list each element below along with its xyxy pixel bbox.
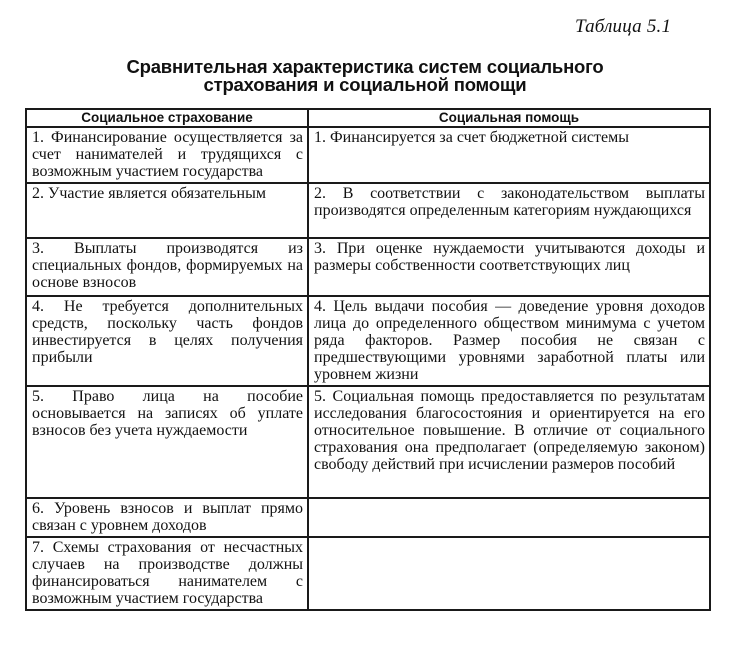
table-row [26,386,710,498]
assistance-cell: 2. В соответствии с законодательством выплаты производятся определенным категориям нуждающихся [308,183,710,238]
assistance-cell: 5. Социальная помощь предоставляется по результатам исследования благосостояния и ориентируется на его относительное повышение. В отличие от социального страхования она предполагает (определяемую законом) свободу действий при исчислении размеров пособий [308,386,710,498]
insurance-cell: 6. Уровень взносов и выплат прямо связан с уровнем доходов [26,498,308,537]
insurance-cell: 7. Схемы страхования от несчастных случаев на производстве должны финансироваться нанимателем с возможным участием государства [26,537,308,610]
assistance-cell: 1. Финансируется за счет бюджетной системы [308,127,710,183]
assistance-cell: 4. Цель выдачи пособия — доведение уровня доходов лица до определенного обществом минимума с учетом ряда факторов. Размер пособия не связан с предшествующими уровнями заработной платы или уровнем жизни [308,296,710,386]
insurance-cell: 3. Выплаты производятся из специальных фондов, формируемых на основе взносов [26,238,308,296]
table-title-line-1: Сравнительная характеристика систем социального [126,56,604,77]
comparison-table [25,108,711,611]
table-row [26,296,710,386]
table-row [26,183,710,238]
table-title [40,58,690,94]
assistance-cell [308,537,710,610]
insurance-cell: 2. Участие является обязательным [26,183,308,238]
insurance-cell: 4. Не требуется дополнительных средств, поскольку часть фондов инвестируется в целях получения прибыли [26,296,308,386]
table-title-line-2: страхования и социальной помощи [203,74,527,95]
table-row [26,127,710,183]
table-row [26,498,710,537]
insurance-cell: 1. Финансирование осуществляется за счет нанимателей и трудящихся с возможным участием государства [26,127,308,183]
assistance-cell [308,498,710,537]
table-number-label: Таблица 5.1 [575,16,672,37]
table-header-row [26,109,710,127]
column-header-social-insurance: Социальное страхование [26,109,308,127]
table-row [26,238,710,296]
table-row [26,537,710,610]
insurance-cell: 5. Право лица на пособие основывается на записях об уплате взносов без учета нуждаемости [26,386,308,498]
assistance-cell: 3. При оценке нуждаемости учитываются доходы и размеры собственности соответствующих лиц [308,238,710,296]
column-header-social-assistance: Социальная помощь [308,109,710,127]
